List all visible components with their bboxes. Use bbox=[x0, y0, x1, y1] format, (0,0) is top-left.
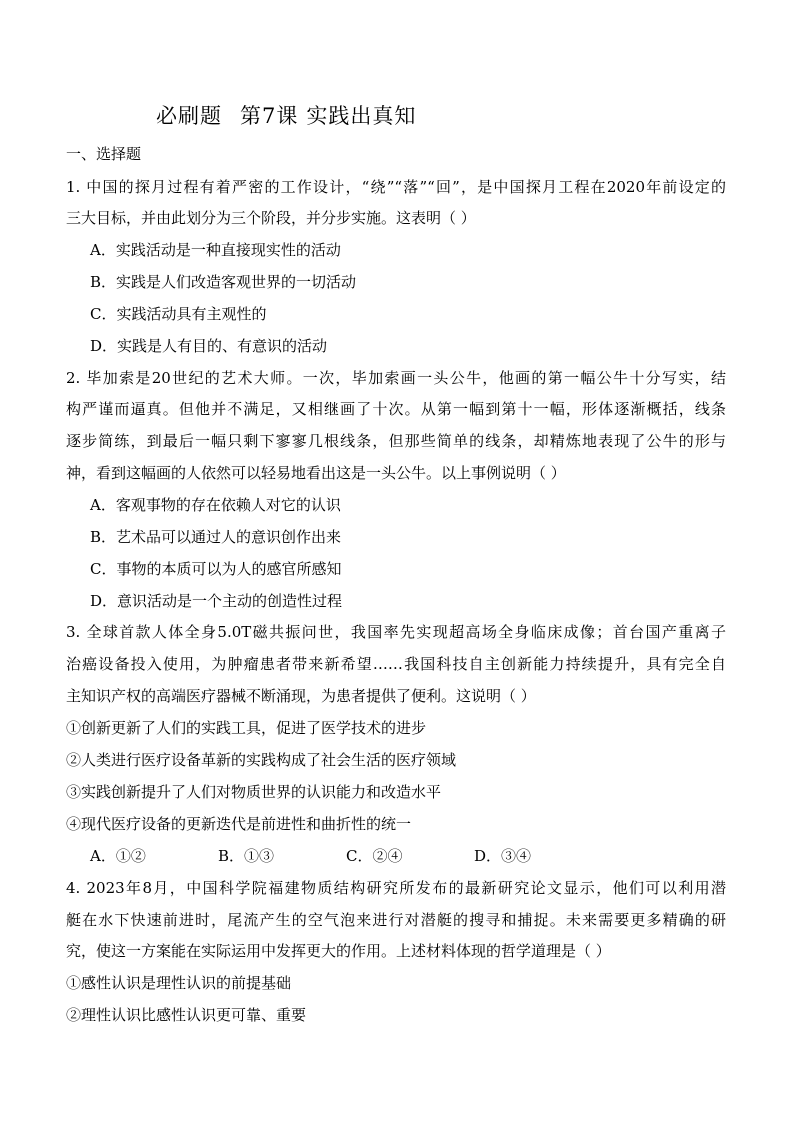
question-2-option-c: C．事物的本质可以为人的感官所感知 bbox=[90, 560, 342, 578]
question-4-line-3: 究，使这一方案能在实际运用中发挥更大的作用。上述材料体现的哲学道理是（ ） bbox=[66, 942, 611, 960]
question-3-line-3: 主知识产权的高端医疗器械不断涌现，为患者提供了便利。这说明（ ） bbox=[66, 687, 536, 705]
title-part-2: 第7课 bbox=[240, 104, 299, 128]
question-2-line-2: 构严谨而逼真。但他并不满足，又相继画了十次。从第一幅到第十一幅，形体逐渐概括，线条 bbox=[66, 400, 726, 418]
title-part-1: 必刷题 bbox=[156, 104, 222, 128]
question-2-line-3: 逐步简练，到最后一幅只剩下寥寥几根线条，但那些简单的线条，却精炼地表现了公牛的形与 bbox=[66, 432, 726, 450]
question-3-statement-1: ①创新更新了人们的实践工具，促进了医学技术的进步 bbox=[66, 719, 427, 737]
question-2-line-1: 2. 毕加索是20世纪的艺术大师。一次，毕加索画一头公牛，他画的第一幅公牛十分写实，结 bbox=[66, 369, 726, 387]
question-3-statement-4: ④现代医疗设备的更新迭代是前进性和曲折性的统一 bbox=[66, 815, 412, 833]
question-3-statement-2: ②人类进行医疗设备革新的实践构成了社会生活的医疗领域 bbox=[66, 751, 457, 769]
question-1-option-c: C．实践活动具有主观性的 bbox=[90, 305, 267, 323]
page-title bbox=[156, 100, 576, 130]
question-2-option-b: B．艺术品可以通过人的意识创作出来 bbox=[90, 528, 342, 546]
question-1-option-b: B．实践是人们改造客观世界的一切活动 bbox=[90, 273, 357, 291]
question-3-choice-d: D．③④ bbox=[474, 847, 532, 865]
question-4-statement-2: ②理性认识比感性认识更可靠、重要 bbox=[66, 1006, 307, 1024]
question-3-choice-b: B．①③ bbox=[218, 847, 275, 865]
question-2-option-d: D．意识活动是一个主动的创造性过程 bbox=[90, 592, 343, 610]
title-part-3: 实践出真知 bbox=[306, 104, 417, 128]
section-heading: 一、选择题 bbox=[66, 145, 142, 163]
question-1-option-d: D．实践是人有目的、有意识的活动 bbox=[90, 337, 328, 355]
question-3-choice-c: C．②④ bbox=[346, 847, 403, 865]
question-2-line-4: 神，看到这幅画的人依然可以轻易地看出这是一头公牛。以上事例说明（ ） bbox=[66, 464, 566, 482]
question-3-statement-3: ③实践创新提升了人们对物质世界的认识能力和改造水平 bbox=[66, 783, 442, 801]
question-3-line-1: 3. 全球首款人体全身5.0T磁共振问世，我国率先实现超高场全身临床成像；首台国产重离子 bbox=[66, 623, 726, 641]
question-1-line-1: 1. 中国的探月过程有着严密的工作设计，“绕”“落”“回”，是中国探月工程在2020年前设定的 bbox=[66, 178, 726, 196]
question-1-line-2: 三大目标，并由此划分为三个阶段，并分步实施。这表明（ ） bbox=[66, 209, 476, 227]
question-4-line-1: 4. 2023年8月，中国科学院福建物质结构研究所发布的最新研究论文显示，他们可以利用潜 bbox=[66, 879, 726, 897]
question-3-choices bbox=[90, 845, 602, 866]
question-3-choice-a: A．①② bbox=[90, 847, 146, 865]
question-3-line-2: 治癌设备投入使用，为肿瘤患者带来新希望……我国科技自主创新能力持续提升，具有完全自 bbox=[66, 655, 726, 673]
question-1-option-a: A．实践活动是一种直接现实性的活动 bbox=[90, 241, 341, 259]
question-2-option-a: A．客观事物的存在依赖人对它的认识 bbox=[90, 496, 341, 514]
question-4-statement-1: ①感性认识是理性认识的前提基础 bbox=[66, 974, 292, 992]
question-4-line-2: 艇在水下快速前进时，尾流产生的空气泡来进行对潜艇的搜寻和捕捉。未来需要更多精确的研 bbox=[66, 911, 726, 929]
